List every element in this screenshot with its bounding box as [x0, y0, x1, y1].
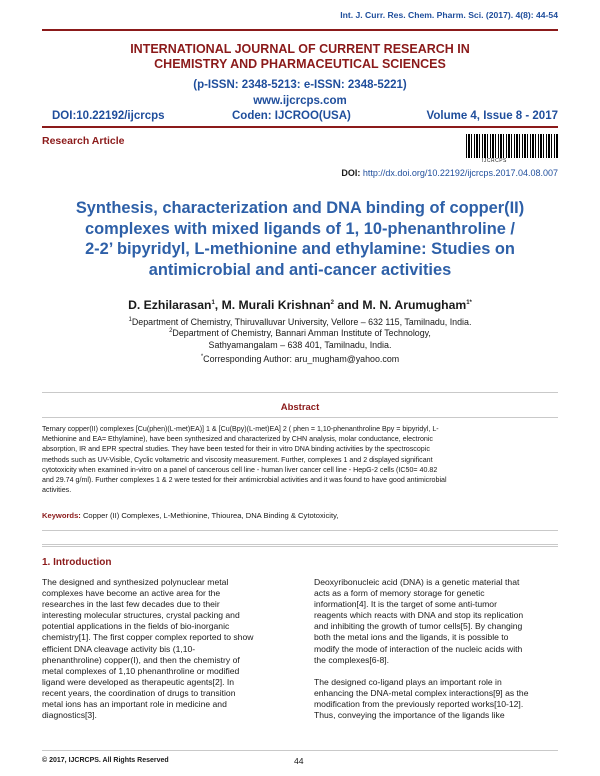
article-doi [341, 168, 558, 178]
intro-line: complexes have become an active area for the [42, 588, 221, 599]
keywords [42, 511, 338, 520]
intro-line: acts as a form of memory storage for genetic [314, 588, 485, 599]
author-name: M. N. Arumugham [362, 298, 467, 312]
intro-line: Thus, conveying the importance of the ligands like [314, 710, 505, 721]
affiliation-text: Department of Chemistry, Bannari Amman Institute of Technology, [172, 328, 431, 339]
intro-line: potential applications in the fields of bio-inorganic [42, 621, 230, 632]
authors [30, 298, 570, 312]
intro-line: reagents which reacts with DNA and stop its replication [314, 610, 524, 621]
volume-issue: Volume 4, Issue 8 - 2017 [426, 110, 558, 122]
author-name: D. Ezhilarasan [128, 298, 212, 312]
intro-line: The designed and synthesized polynuclear metal [42, 577, 229, 587]
introduction-column-1 [42, 577, 293, 721]
intro-line: phenanthroline) copper(I), and then the chemistry of [42, 654, 240, 665]
doi-label: DOI: [341, 168, 361, 178]
intro-line: diagnostics[3]. [42, 710, 97, 721]
author-sup: 2 [330, 299, 334, 306]
intro-line: enhancing the DNA-metal complex interactions[9] as the [314, 687, 529, 698]
title-line: 2-2’ bipyridyl, L-methionine and ethylamine: Studies on [85, 240, 515, 258]
author-sup: 1 [211, 299, 215, 306]
barcode-image [466, 134, 558, 158]
journal-reference: Int. J. Curr. Res. Chem. Pharm. Sci. (2017). 4(8): 44-54 [340, 10, 558, 20]
author-sup: 1* [466, 299, 472, 306]
intro-line: interesting molecular structures, crystal packing and [42, 610, 240, 621]
journal-name-line1: INTERNATIONAL JOURNAL OF CURRENT RESEARCH IN [130, 42, 470, 56]
header-rule-top [42, 29, 558, 31]
abstract-rule-bottom [42, 530, 558, 531]
intro-line: both the metal ions and the ligands, it is possible to [314, 632, 509, 643]
abstract-rule-top [42, 392, 558, 393]
abstract-line: Methionine and EA= Ethylamine), have been synthesized and characterized by CHN analysis, molar conductance, electronic [42, 435, 433, 444]
affiliation-sup: 2 [169, 328, 173, 335]
header-doi: DOI:10.22192/ijcrcps [52, 110, 165, 122]
author-name: M. Murali Krishnan [221, 298, 331, 312]
abstract-line: activities. [42, 486, 72, 495]
abstract-rule-mid [42, 417, 558, 418]
coden: Coden: IJCROO(USA) [232, 110, 351, 122]
title-line: antimicrobial and anti-cancer activities [148, 260, 452, 279]
section-rule-2 [42, 546, 558, 547]
page-number: 44 [294, 756, 304, 766]
intro-line: information[4]. It is the target of some anti-tumor [314, 599, 497, 610]
intro-line: researches in the last few decades due to their [42, 599, 220, 610]
barcode-text: IJCRCPS [482, 158, 507, 164]
corresponding-text: Corresponding Author: aru_mugham@yahoo.com [203, 354, 400, 365]
article-type: Research Article [42, 135, 125, 147]
intro-line: metal ions has an important role in medicine and [42, 699, 227, 710]
footer-rule [42, 750, 558, 751]
author-separator: and [333, 298, 363, 312]
section-rule-1 [42, 544, 558, 545]
journal-name-line2: CHEMISTRY AND PHARMACEUTICAL SCIENCES [154, 57, 446, 71]
intro-line: modification from the previously reported works[10-12]. [314, 699, 524, 710]
intro-line: the complexes[6-8]. [314, 654, 389, 665]
intro-line: ligand were developed as therapeutic agents[2]. In [42, 676, 235, 687]
affiliation-text: Department of Chemistry, Thiruvalluvar University, Vellore – 632 115, Tamilnadu, India. [131, 317, 472, 327]
journal-name [42, 42, 558, 72]
intro-line: Deoxyribonucleic acid (DNA) is a genetic material that [314, 577, 520, 587]
footer-copyright: © 2017, IJCRCPS. All Rights Reserved [42, 757, 169, 764]
abstract-line: cytotoxicity when examined in-vitro on a panel of cancerous cell line - human liver cancer cell line - HepG-2 cells (IC50= 40.82 [42, 465, 438, 474]
keywords-label: Keywords: [42, 511, 81, 520]
title-line: complexes with mixed ligands of 1, 10-phenanthroline / [85, 219, 515, 238]
intro-line-spacer [314, 666, 558, 677]
introduction-heading: 1. Introduction [42, 557, 112, 568]
author-separator: , [214, 298, 222, 312]
affiliations [30, 317, 570, 366]
corresponding-author [30, 354, 570, 365]
corresponding-sup: * [200, 354, 204, 361]
abstract-line: methods such as UV-Visible, Cyclic voltametric and viscosity measurement. Further, complexes 1 and 2 displayed significant [42, 455, 433, 464]
abstract-heading: Abstract [280, 402, 320, 413]
intro-line: metal complexes of 1,10 phenanthroline or modified [42, 665, 240, 676]
article-title [30, 198, 570, 280]
intro-line: and inhibiting the growth of tumor cells[5]. By changing [314, 621, 523, 632]
abstract-line: absorption, IR and EPR spectral studies. They have been tested for their in vitro DNA binding activities by the spectroscopic [42, 445, 430, 454]
intro-line: modify the mode of interaction of the nucleic acids with [314, 643, 523, 654]
abstract-line: Ternary copper(II) complexes [Cu(phen)(L-met)EA)] 1 & [Cu(Bpy)(L-met)EA] 2 ( phen = 1,10-phenanthroline Bpy = bipyridyl, L- [42, 425, 439, 433]
intro-line: efficient DNA cleavage activity bis (1,10- [42, 643, 196, 654]
abstract-line: and 29.74 g/ml). Further complexes 1 & 2 were tested for their antimicrobial activities and it was found to have good antimicrobial [42, 476, 447, 485]
doi-link[interactable]: http://dx.doi.org/10.22192/ijcrcps.2017.04.08.007 [362, 168, 558, 178]
keywords-text: Copper (II) Complexes, L-Methionine, Thiourea, DNA Binding & Cytotoxicity, [80, 511, 339, 520]
intro-line: The designed co-ligand plays an important role in [314, 676, 502, 687]
intro-line: chemistry[1]. The first copper complex reported to show [42, 632, 254, 643]
website-link[interactable]: www.ijcrcps.com [253, 95, 347, 107]
affiliation-2 [30, 328, 570, 339]
intro-line: recent years, the coordination of drugs to transition [42, 687, 236, 698]
affiliation-2-line2: Sathyamangalam – 638 401, Tamilnadu, India. [208, 339, 392, 350]
abstract-body [42, 424, 558, 495]
affiliation-sup: 1 [128, 317, 132, 324]
affiliation-1 [30, 317, 570, 328]
title-line: Synthesis, characterization and DNA binding of copper(II) [75, 199, 525, 217]
header-rule-bottom [42, 126, 558, 128]
issn: (p-ISSN: 2348-5213: e-ISSN: 2348-5221) [193, 79, 407, 91]
introduction-column-2 [314, 577, 558, 721]
